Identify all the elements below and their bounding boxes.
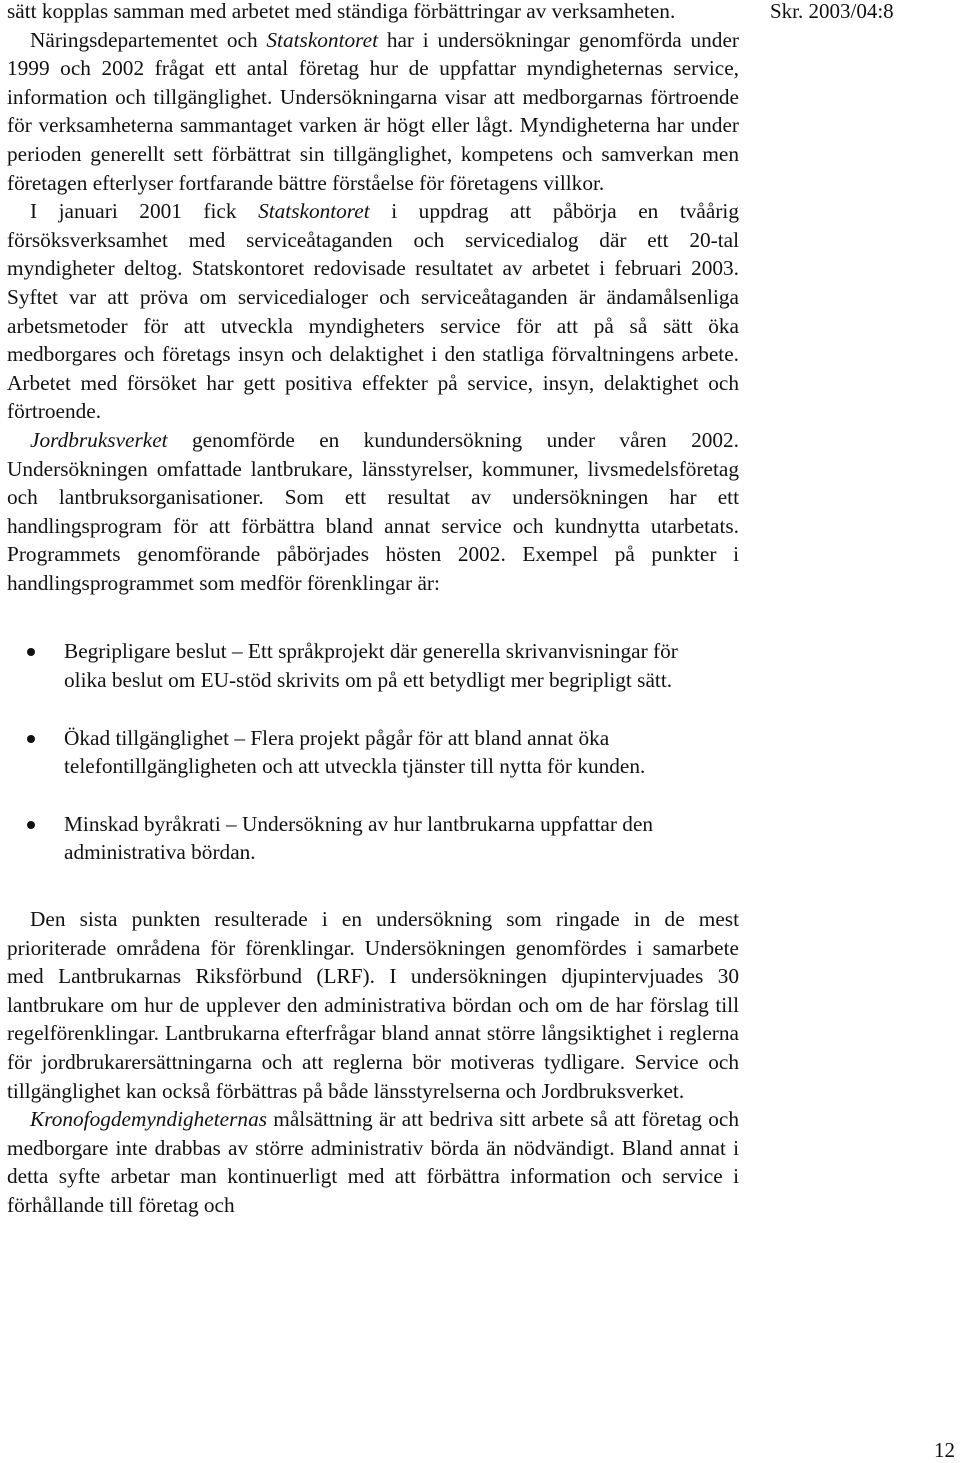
paragraph-survey-results: Den sista punkten resulterade i en undersökning som ringade in de mest prioriterade områdena för förenklingar. Undersökningen genomfördes i samarbete med Lantbrukarnas Riksförbund (LRF). I undersökningen djupintervjuades 30 lantbrukare om hur de upplever den administrativa bördan och om de har förslag till regelförenklingar. Lantbrukarna efterfrågar bland annat större långsiktighet i reglerna för jordbrukarersättningarna och att reglerna bör motiveras tydligare. Service och tillgänglighet kan också förbättras på både länsstyrelserna och Jordbruksverket. — [7, 907, 739, 1103]
paragraph-jordbruksverket — [7, 426, 739, 598]
agency-name: Statskontoret — [258, 199, 370, 224]
paragraph-continuation: sätt kopplas samman med arbetet med ständiga förbättringar av verksamheten. — [7, 0, 676, 23]
list-item — [7, 724, 704, 781]
paragraph-text: Näringsdepartementet och — [30, 27, 267, 52]
page-number: 12 — [934, 1438, 955, 1462]
bullet-icon — [27, 735, 35, 743]
paragraph-text: i uppdrag att påbörja en tvåårig försöksverksamhet med serviceåtaganden och servicedialog där ett 20-tal myndigheter deltog. Statskontoret redovisade resultatet av arbetet i februari 2003. Syftet var att pröva om servicedialoger och serviceåtaganden är ändamålsenliga arbetsmetoder för att utveckla myndigheters service för att på så sätt öka medborgares och företags insyn och delaktighet i den statliga förvaltningens arbete. Arbetet med försöket har gett positiva effekter på service, insyn, delaktighet och förtroende. — [7, 199, 739, 424]
list-item-text: Ökad tillgänglighet – Flera projekt pågår för att bland annat öka telefontillgängligheten och att utveckla tjänster till nytta för kunden. — [64, 725, 646, 779]
paragraph-statskontoret — [7, 197, 739, 426]
list-item-text: Minskad byråkrati – Undersökning av hur lantbrukarna uppfattar den administrativa bördan. — [64, 811, 654, 865]
agency-name: Jordbruksverket — [30, 427, 168, 452]
list-item-text: Begripligare beslut – Ett språkprojekt där generella skrivanvisningar för olika beslut om EU-stöd skrivits om på ett betydligt mer begripligt sätt. — [64, 639, 678, 693]
paragraph-kronofogden — [7, 1105, 739, 1219]
paragraph-text: har i undersökningar genomförda under 1999 och 2002 frågat ett antal företag hur de uppfattar myndigheternas service, information och tillgänglighet. Undersökningarna visar att medborgarnas förtroende för verksamheterna sammantaget varken är högt eller lågt. Myndigheterna har under perioden generellt sett förbättrat sin tillgänglighet, kompetens och samverkan men företagen efterlyser fortfarande bättre förståelse för företagens villkor. — [7, 27, 739, 195]
bullet-list — [7, 637, 739, 867]
body-text — [7, 0, 739, 1220]
paragraph-text: målsättning är att bedriva sitt arbete så att företag och medborgare inte drabbas av större administrativ börda än nödvändigt. Bland annat i detta syfte arbetar man kontinuerligt med att förbättra information och service i förhållande till företag och — [7, 1107, 739, 1217]
agency-name: Kronofogdemyndigheternas — [30, 1107, 268, 1132]
agency-name: Statskontoret — [266, 27, 379, 52]
bullet-icon — [27, 648, 35, 656]
bullet-icon — [27, 821, 35, 829]
paragraph-naringsdepartementet — [7, 26, 739, 198]
paragraph-text: I januari 2001 fick — [30, 199, 259, 224]
document-reference: Skr. 2003/04:8 — [770, 0, 894, 23]
list-item — [7, 637, 704, 694]
paragraph-text: genomförde en kundundersökning under våren 2002. Undersökningen omfattade lantbrukare, länsstyrelser, kommuner, livsmedelsföretag och lantbruksorganisationer. Som ett resultat av undersökningen har ett handlingsprogram för att förbättra bland annat service och kundnytta utarbetats. Programmets genomförande påbörjades hösten 2002. Exempel på punkter i handlingsprogrammet som medför förenklingar är: — [7, 427, 739, 595]
list-item — [7, 810, 704, 867]
